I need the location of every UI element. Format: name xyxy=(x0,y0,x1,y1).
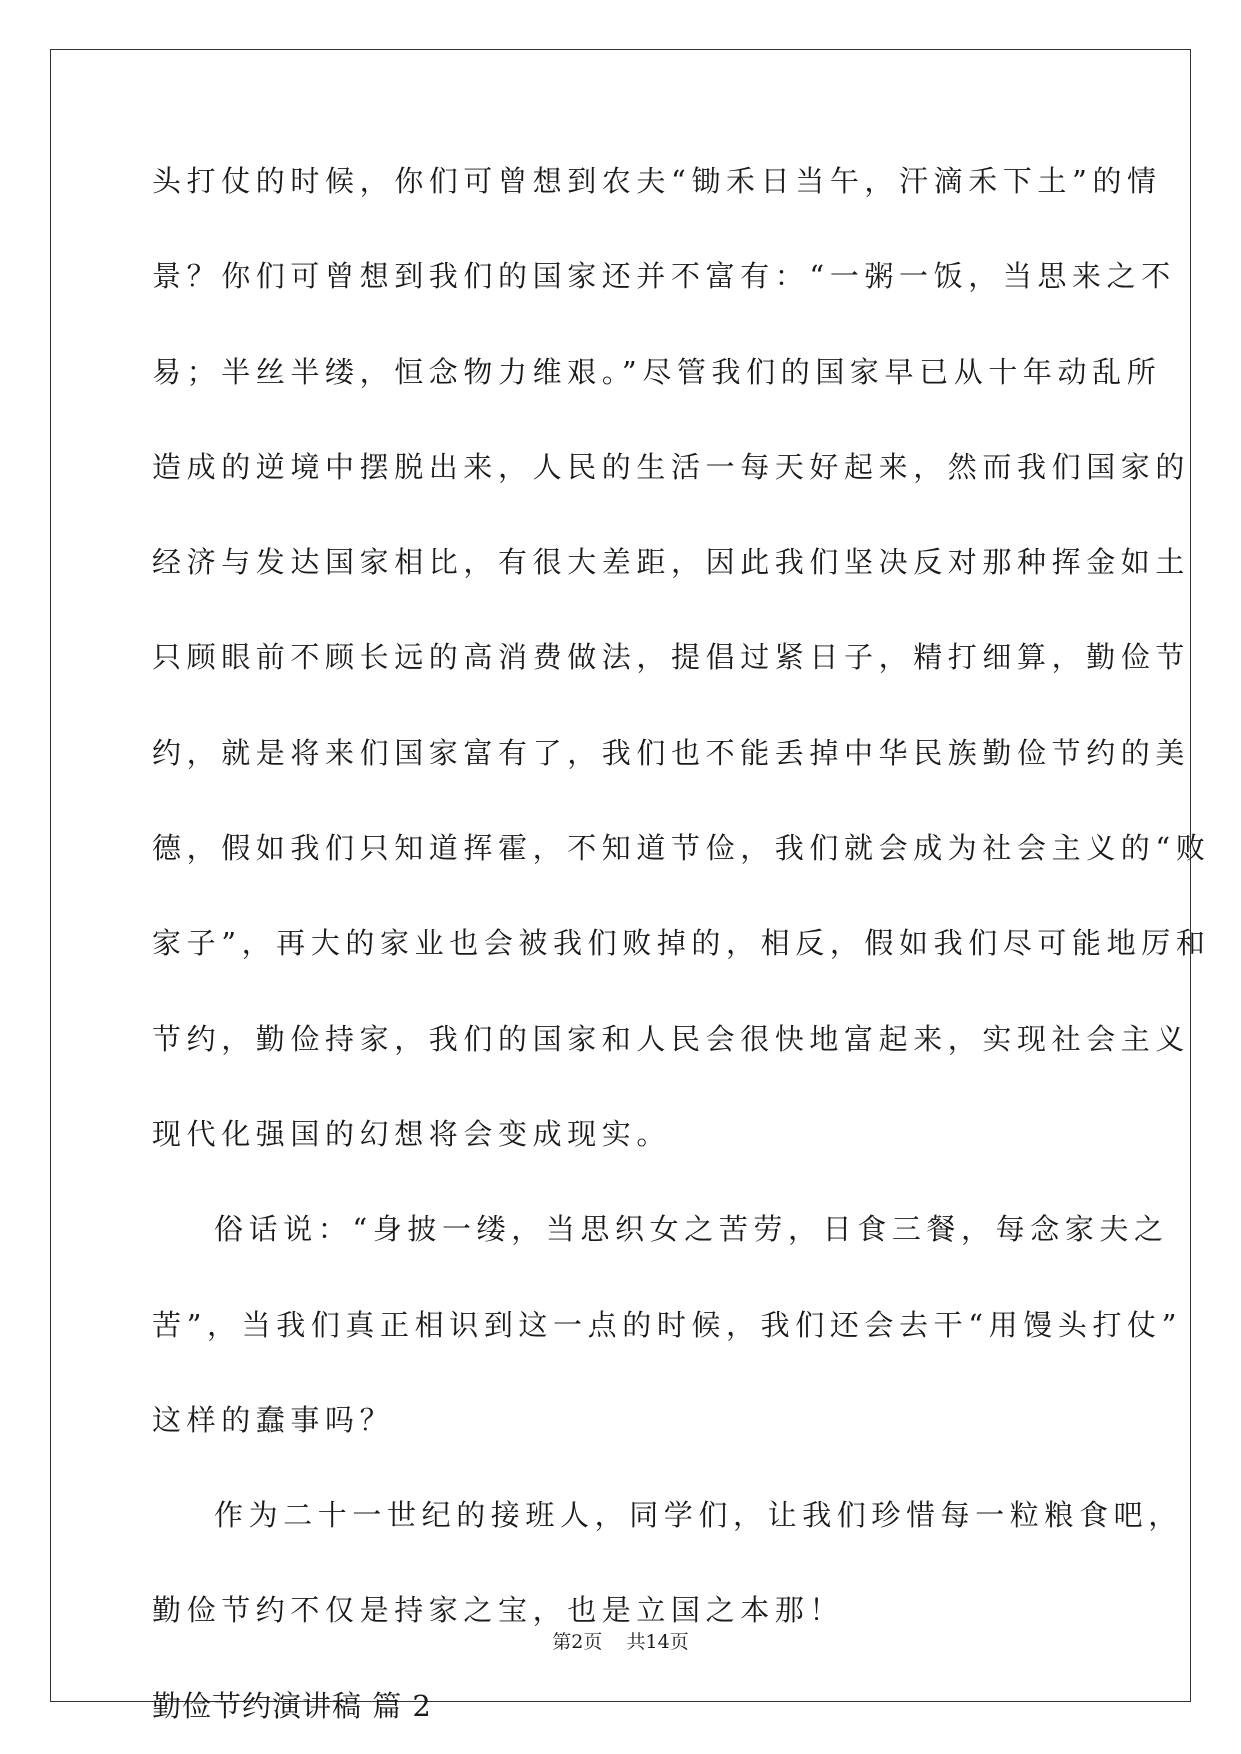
text-line: 勤俭节约不仅是持家之宝，也是立国之本那！ xyxy=(152,1593,845,1628)
text-line: 经济与发达国家相比，有很大差距，因此我们坚决反对那种挥金如土 xyxy=(152,545,1191,580)
text-line: 只顾眼前不顾长远的高消费做法，提倡过紧日子，精打细算，勤俭节 xyxy=(152,640,1191,675)
text-line: 约，就是将来们国家富有了，我们也不能丢掉中华民族勤俭节约的美 xyxy=(152,735,1191,770)
text-line: 头打仗的时候，你们可曾想到农夫“锄禾日当午，汗滴禾下土”的情 xyxy=(152,164,1162,198)
text-line: 家子”，再大的家业也会被我们败掉的，相反，假如我们尽可能地厉和 xyxy=(152,926,1211,961)
document-body xyxy=(152,162,1211,1725)
text-line: 造成的逆境中摆脱出来，人民的生活一每天好起来，然而我们国家的 xyxy=(152,449,1191,484)
text-line: 易；半丝半缕，恒念物力维艰。”尽管我们的国家早已从十年动乱所 xyxy=(152,354,1162,389)
section-heading: 勤俭节约演讲稿 篇 2 xyxy=(152,1688,432,1723)
paragraph-start-line: 作为二十一世纪的接班人，同学们，让我们珍惜每一粒粮食吧， xyxy=(214,1498,1183,1533)
text-line: 现代化强国的幻想将会变成现实。 xyxy=(152,1116,672,1151)
text-line: 节约，勤俭持家，我们的国家和人民会很快地富起来，实现社会主义 xyxy=(152,1021,1191,1056)
paragraph-start-line: 俗话说：“身披一缕，当思织女之苦劳，日食三餐，每念家夫之 xyxy=(214,1212,1169,1247)
text-line: 苦”，当我们真正相识到这一点的时候，我们还会去干“用馒头打仗” xyxy=(152,1307,1183,1342)
page-number-footer: 第2页 共14页 xyxy=(552,1631,689,1653)
text-line: 这样的蠢事吗？ xyxy=(152,1402,395,1437)
text-line: 德，假如我们只知道挥霍，不知道节俭，我们就会成为社会主义的“败 xyxy=(152,831,1211,866)
text-line: 景？你们可曾想到我们的国家还并不富有：“一粥一饭，当思来之不 xyxy=(152,259,1176,294)
